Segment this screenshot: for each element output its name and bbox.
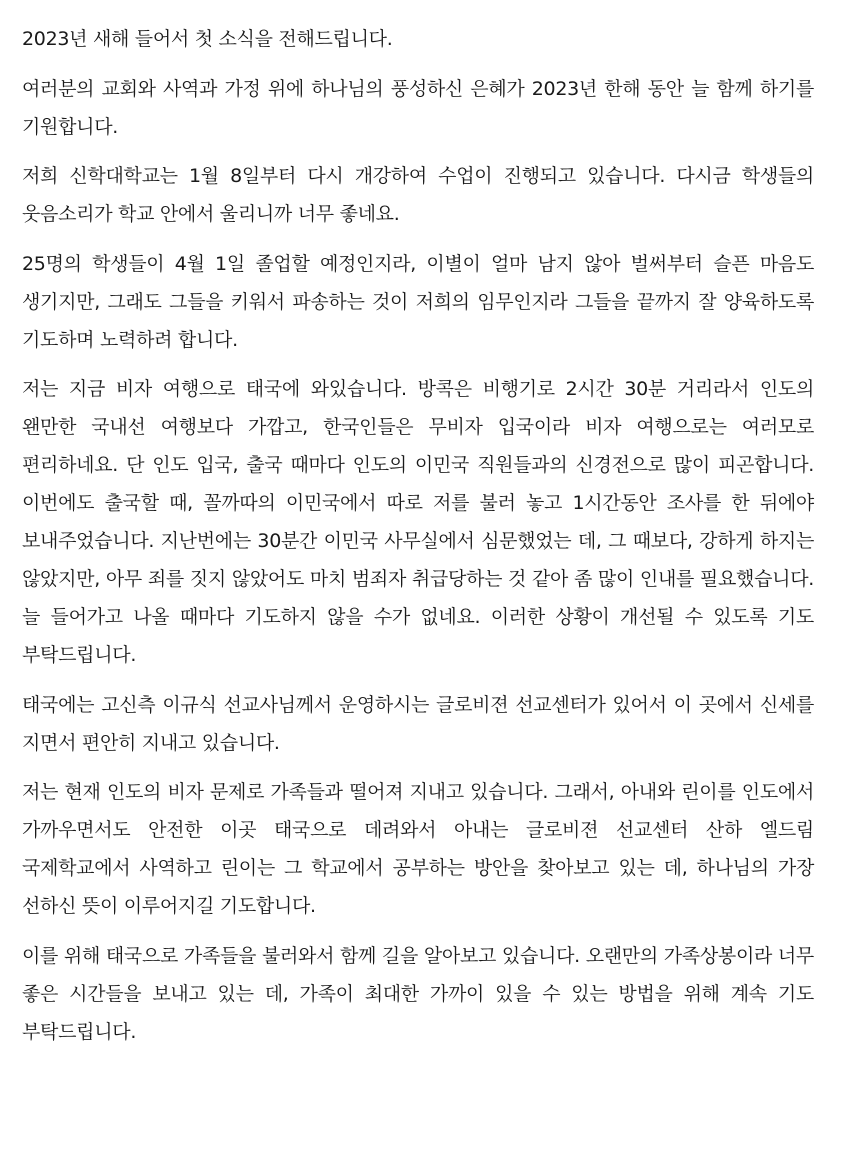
paragraph-mission-center: 태국에는 고신측 이규식 선교사님께서 운영하시는 글로비젼 선교센터가 있어서 이 곳에서 신세를 지면서 편안히 지내고 있습니다. [22,693,814,754]
paragraph-greeting: 2023년 새해 들어서 첫 소식을 전해드립니다. [22,28,393,50]
paragraph-blessing: 여러분의 교회와 사역과 가정 위에 하나님의 풍성하신 은혜가 2023년 한해 동안 늘 함께 하기를 기원합니다. [22,77,814,138]
paragraph-visa-trip: 저는 지금 비자 여행으로 태국에 와있습니다. 방콕은 비행기로 2시간 30분 거리라서 인도의 왠만한 국내선 여행보다 가깝고, 한국인들은 무비자 입국이라 비자 여행으로는 여러모로 편리하네요. 단 인도 입국, 출국 때마다 인도의 이민국 직원들과의 신경전으로 많이 피곤합니다. 이번에도 출국할 때, 꼴까따의 이민국에서 따로 저를 불러 놓고 1시간동안 조사를 한 뒤에야 보내주었습니다. 지난번에는 30분간 이민국 사무실에서 심문했었는 데, 그 때보다, 강하게 하지는 않았지만, 아무 죄를 짓지 않았어도 마치 범죄자 취급당하는 것 같아 좀 많이 인내를 필요했습니다. 늘 들어가고 나올 때마다 기도하지 않을 수가 없네요. 이러한 상황이 개선될 수 있도록 기도 부탁드립니다. [22,378,814,666]
paragraph-graduation: 25명의 학생들이 4월 1일 졸업할 예정인지라, 이별이 얼마 남지 않아 벌써부터 슬픈 마음도 생기지만, 그래도 그들을 키워서 파송하는 것이 저희의 임무인지라 그들을 끝까지 잘 양육하도록 기도하며 노력하려 합니다. [22,252,814,351]
paragraph-semester: 저희 신학대학교는 1월 8일부터 다시 개강하여 수업이 진행되고 있습니다. 다시금 학생들의 웃음소리가 학교 안에서 울리니까 너무 좋네요. [22,165,814,225]
paragraph-family-plan: 저는 현재 인도의 비자 문제로 가족들과 떨어져 지내고 있습니다. 그래서, 아내와 린이를 인도에서 가까우면서도 안전한 이곳 태국으로 데려와서 아내는 글로비젼 선교센터 산하 엘드림 국제학교에서 사역하고 린이는 그 학교에서 공부하는 방안을 찾아보고 있는 데, 하나님의 가장 선하신 뜻이 이루어지길 기도합니다. [22,781,814,917]
paragraph-family-reunion: 이를 위해 태국으로 가족들을 불러와서 함께 길을 알아보고 있습니다. 오랜만의 가족상봉이라 너무 좋은 시간들을 보내고 있는 데, 가족이 최대한 가까이 있을 수 있는 방법을 위해 계속 기도 부탁드립니다. [22,944,814,1043]
letter-body [22,20,814,1062]
